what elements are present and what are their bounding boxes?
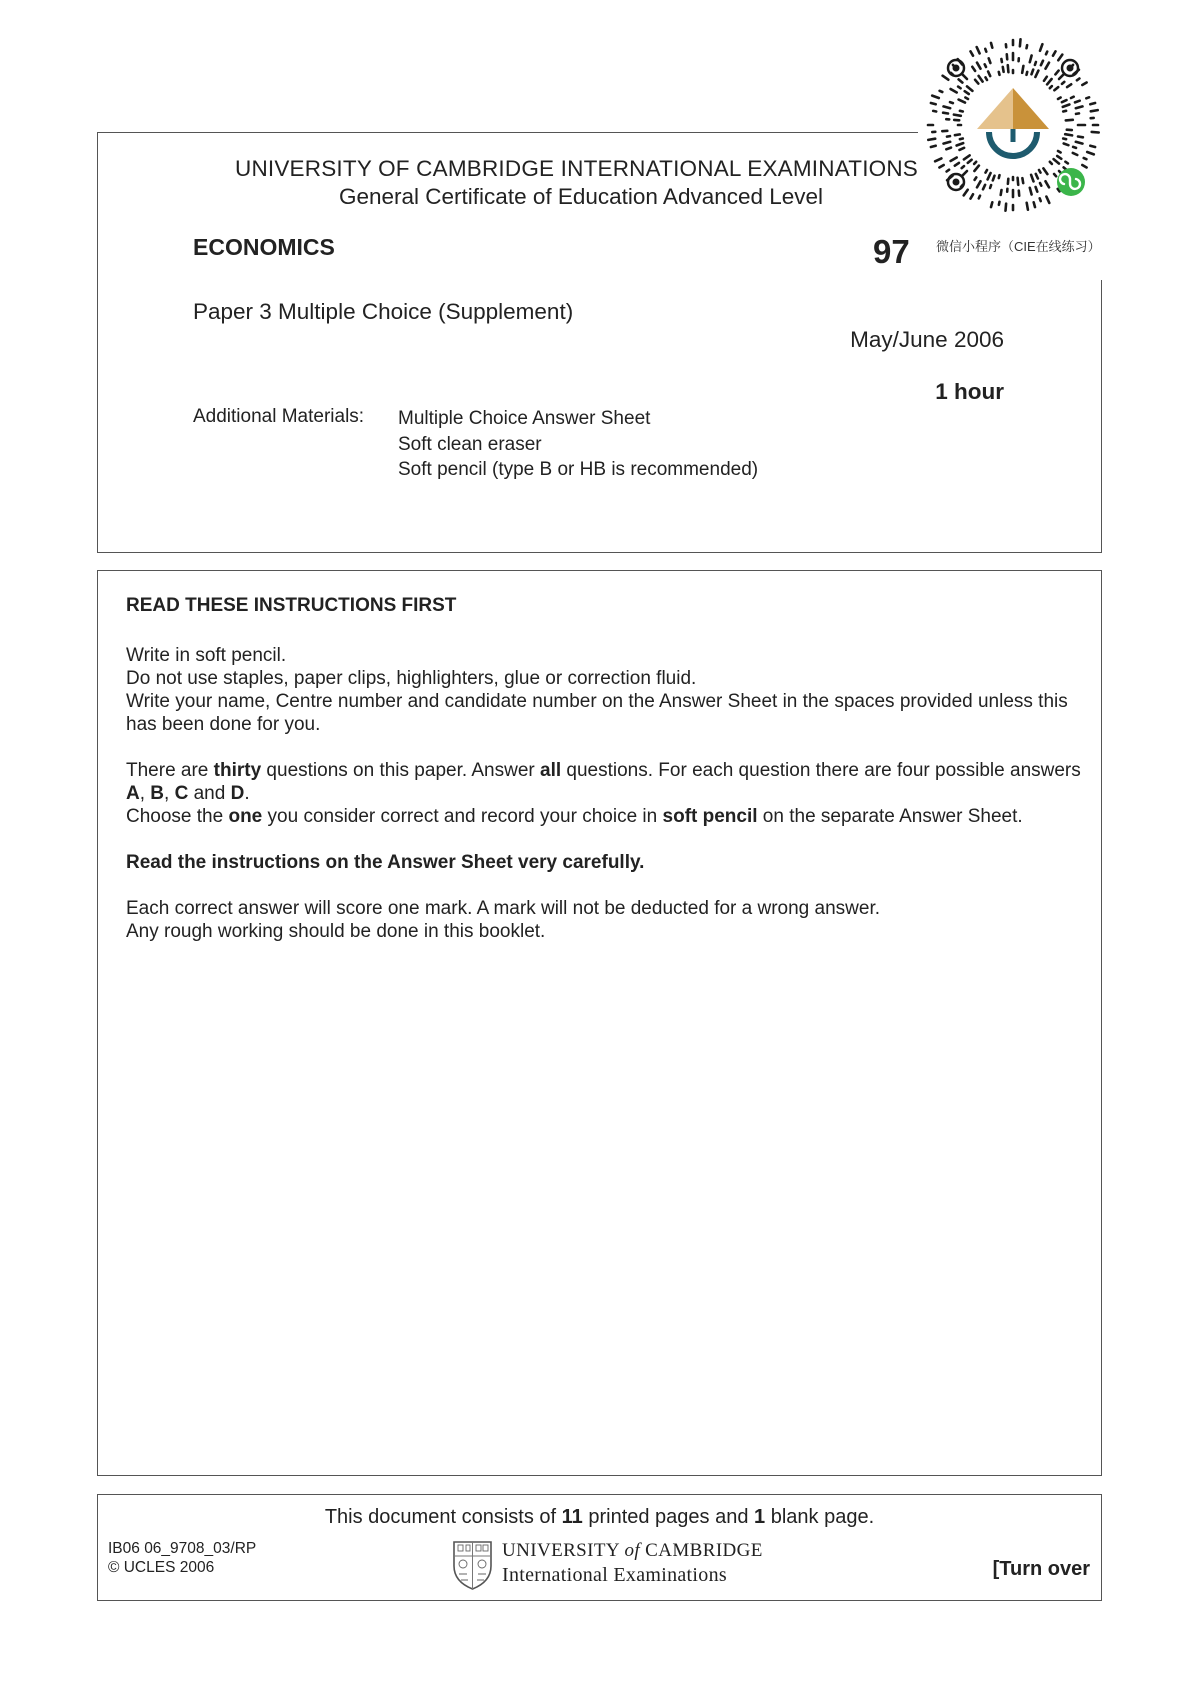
qr-dash <box>1030 56 1032 63</box>
qr-dash <box>977 181 981 187</box>
reference-code: IB06 06_9708_03/RP <box>108 1540 257 1557</box>
qr-dash <box>1073 147 1076 148</box>
qr-dash <box>1090 103 1095 104</box>
qr-dash <box>1001 59 1002 62</box>
qr-dash <box>1092 132 1099 133</box>
text: and <box>188 783 231 804</box>
qr-dash <box>993 176 995 181</box>
qr-dash <box>999 175 1000 178</box>
qr-dash <box>985 49 986 52</box>
qr-dash <box>1058 55 1062 61</box>
qr-dash <box>1040 183 1041 186</box>
qr-dash <box>1067 84 1071 87</box>
qr-dash <box>1053 51 1056 55</box>
text: . <box>244 783 250 804</box>
qr-code-panel[interactable] <box>918 30 1108 280</box>
text: on the separate Answer Sheet. <box>757 806 1023 827</box>
qr-dash <box>1054 87 1058 90</box>
text: of <box>624 1540 641 1561</box>
qr-dash <box>955 134 960 135</box>
qr-dash <box>1076 113 1079 114</box>
qr-dash <box>1071 97 1074 98</box>
qr-dash <box>972 67 975 71</box>
qr-dash <box>1047 79 1052 84</box>
instructions-paragraph-5 <box>126 897 1096 943</box>
instruction-line: Write your name, Centre number and candidate number on the Answer Sheet in the spaces provided unless this has been done for you. <box>126 691 1068 735</box>
qr-dash <box>964 190 968 196</box>
qr-dash <box>1082 83 1086 86</box>
text: questions. For each question there are four possible answers <box>561 760 1081 781</box>
qr-dash <box>1006 204 1007 211</box>
qr-dash <box>986 77 988 80</box>
qr-dash <box>1046 63 1050 69</box>
qr-dash <box>947 170 950 172</box>
additional-materials-label: Additional Materials: <box>193 406 365 427</box>
qr-dash <box>1040 198 1041 201</box>
qr-dash <box>1077 79 1080 81</box>
qr-dash <box>1057 156 1061 159</box>
mini-program-label: 微信小程序（CIE在线练习） <box>936 239 1101 254</box>
qr-dash <box>965 98 968 100</box>
qr-dash <box>962 74 967 79</box>
qr-dash <box>962 166 964 168</box>
qr-dash <box>959 79 963 82</box>
text: you consider correct and record your choice in <box>262 806 663 827</box>
qr-dash <box>1065 134 1072 135</box>
qr-dash <box>1036 187 1038 192</box>
qr-dash <box>1050 86 1052 88</box>
qr-dash <box>1063 139 1066 140</box>
qr-dash <box>971 194 974 198</box>
instructions-heading: READ THESE INSTRUCTIONS FIRST <box>126 595 457 616</box>
qr-dash <box>960 111 963 112</box>
qr-dash <box>967 86 972 91</box>
qr-dash <box>1059 74 1064 79</box>
qr-dash <box>1086 97 1089 98</box>
qr-dash <box>943 113 948 114</box>
qr-dash <box>991 43 992 48</box>
cambridge-crest-icon <box>452 1540 493 1590</box>
qr-dash <box>964 155 970 159</box>
qr-dash <box>960 148 965 150</box>
qr-dash <box>1035 71 1038 77</box>
text: Choose the <box>126 806 229 827</box>
qr-dash <box>974 166 979 171</box>
paper-title: Paper 3 Multiple Choice (Supplement) <box>193 299 574 324</box>
instruction-line: Any rough working should be done in this booklet. <box>126 921 546 942</box>
qr-dash <box>946 148 951 150</box>
option-letter: C <box>174 783 189 804</box>
qr-dash <box>943 76 949 80</box>
qr-dash <box>1063 105 1070 107</box>
emphasis: all <box>540 760 562 781</box>
qr-dash <box>979 76 983 82</box>
text: printed pages and <box>582 1506 755 1528</box>
qr-dash <box>1063 111 1066 112</box>
qr-dash <box>1066 120 1073 121</box>
instruction-line: Write in soft pencil. <box>126 645 287 666</box>
qr-dash <box>955 163 959 166</box>
qr-dash <box>989 58 991 63</box>
qr-dash <box>1090 146 1095 147</box>
qr-dash <box>1046 52 1047 55</box>
text: This document consists of <box>324 1506 562 1528</box>
emphasis: soft pencil <box>662 806 758 827</box>
instructions-paragraph-2 <box>126 759 1096 805</box>
qr-dash <box>1027 72 1028 75</box>
page-count-note <box>97 1506 1102 1529</box>
qr-dash <box>1018 178 1019 185</box>
qualification: General Certificate of Education Advanced Level <box>339 184 824 209</box>
qr-dash <box>988 173 991 179</box>
qr-dash <box>1035 62 1036 65</box>
qr-dash <box>1020 39 1021 46</box>
qr-dash <box>1084 158 1087 159</box>
qr-dash <box>1031 175 1033 182</box>
qr-dash <box>947 136 950 137</box>
qr-dash <box>939 165 943 168</box>
qr-code-icon[interactable] <box>918 30 1108 220</box>
qr-dash <box>1050 162 1052 164</box>
qr-dash <box>1008 65 1009 72</box>
qr-dash <box>1036 174 1038 179</box>
qr-dash <box>968 160 972 163</box>
qr-dash <box>1034 202 1035 207</box>
qr-dash <box>958 87 961 89</box>
qr-dash <box>935 158 941 161</box>
qr-dash <box>1087 152 1094 154</box>
text: , <box>164 783 175 804</box>
qr-dash <box>985 64 986 67</box>
text: CAMBRIDGE <box>640 1540 763 1561</box>
exam-board: UNIVERSITY OF CAMBRIDGE INTERNATIONAL EXAMINATIONS <box>235 156 919 181</box>
qr-dash <box>1032 70 1034 75</box>
document-reference <box>108 1539 256 1577</box>
instruction-line: Each correct answer will score one mark. A mark will not be deducted for a wrong answer. <box>126 898 881 919</box>
qr-dash <box>931 146 936 147</box>
qr-dash <box>988 72 990 77</box>
logo-university-name <box>502 1540 763 1562</box>
qr-dash <box>1027 45 1028 48</box>
qr-dash <box>933 111 936 112</box>
text: There are <box>126 760 214 781</box>
blank-page-count: 1 <box>754 1506 766 1528</box>
instructions-answer-sheet-note: Read the instructions on the Answer Sheet very carefully. <box>126 852 645 873</box>
instructions-paragraph-1 <box>126 644 1096 736</box>
syllabus-code: 97 <box>873 233 910 270</box>
qr-dash <box>1003 67 1004 72</box>
qr-dash <box>957 143 964 145</box>
qr-dash <box>928 139 935 140</box>
qr-dash <box>1041 61 1043 65</box>
qr-dash <box>951 89 957 93</box>
qr-dash <box>940 91 943 92</box>
qr-dash <box>1022 66 1023 73</box>
qr-dash <box>1044 77 1047 81</box>
text: questions on this paper. Answer <box>261 760 540 781</box>
qr-dash <box>1091 110 1098 111</box>
qr-dash <box>1054 159 1059 164</box>
qr-dash <box>1062 82 1064 84</box>
qr-dash <box>959 100 965 103</box>
exam-session: May/June 2006 <box>850 327 1004 352</box>
option-letter: D <box>230 783 245 804</box>
qr-dash <box>965 91 969 94</box>
subject-title: ECONOMICS <box>193 234 335 260</box>
qr-dash <box>960 139 963 140</box>
text: UNIVERSITY <box>502 1540 625 1561</box>
qr-dash <box>1030 188 1032 195</box>
qr-dash <box>1064 144 1069 146</box>
qr-dash <box>990 185 991 188</box>
qr-dash <box>962 171 967 176</box>
qr-dash <box>977 63 981 69</box>
qr-dash <box>1058 98 1061 100</box>
copyright-notice: © UCLES 2006 <box>108 1559 215 1576</box>
qr-dash <box>944 142 951 144</box>
qr-dash <box>1043 168 1047 174</box>
qr-dash <box>1040 44 1042 51</box>
qr-dash <box>1078 137 1083 138</box>
qr-dash <box>944 106 951 108</box>
qr-dash <box>1076 142 1083 144</box>
qr-dash <box>1001 190 1002 195</box>
material-item: Multiple Choice Answer Sheet <box>398 408 651 429</box>
qr-dash <box>974 162 976 164</box>
qr-dash <box>979 196 980 199</box>
qr-dash <box>977 47 980 53</box>
qr-dash <box>1076 106 1083 108</box>
qr-dash <box>975 80 978 84</box>
qr-dash <box>1073 153 1078 155</box>
qr-dash <box>1039 170 1041 173</box>
qr-dash <box>975 177 977 180</box>
emphasis: thirty <box>213 760 262 781</box>
text: , <box>139 783 151 804</box>
turn-over-label: [Turn over <box>992 1558 1090 1580</box>
qr-dash <box>951 158 957 162</box>
qr-dash <box>999 72 1000 75</box>
qr-dash <box>932 96 939 98</box>
qr-dash <box>1065 162 1068 164</box>
option-letter: A <box>126 783 140 804</box>
exam-duration: 1 hour <box>935 379 1004 404</box>
printed-page-count: 11 <box>561 1506 583 1528</box>
material-item: Soft pencil (type B or HB is recommended) <box>398 459 759 480</box>
material-item: Soft clean eraser <box>398 433 542 455</box>
qr-dash <box>931 103 936 104</box>
qr-dash <box>954 115 961 116</box>
text: blank page. <box>765 1506 875 1528</box>
qr-dash <box>1046 197 1049 203</box>
additional-materials-list <box>398 406 758 483</box>
qr-dash <box>1055 71 1058 75</box>
emphasis: one <box>228 806 263 827</box>
qr-dash <box>1062 100 1067 102</box>
qr-dash <box>986 170 988 173</box>
qr-dash <box>1054 174 1056 176</box>
qr-dash <box>1058 151 1061 153</box>
qr-dash <box>971 51 974 55</box>
instructions-paragraph-3 <box>126 805 1096 828</box>
qr-dash <box>983 185 985 190</box>
qr-dash <box>1075 101 1080 103</box>
qr-dash <box>999 202 1000 205</box>
qr-dash <box>1022 178 1023 183</box>
qr-dash <box>991 202 992 207</box>
option-letter: B <box>150 783 165 804</box>
qr-dash <box>950 102 953 103</box>
qr-dash <box>1046 181 1050 187</box>
logo-international-examinations: International Examinations <box>502 1564 727 1586</box>
instruction-line: Do not use staples, paper clips, highlighters, glue or correction fluid. <box>126 668 697 689</box>
qr-dash <box>1027 203 1028 210</box>
qr-dash <box>1082 165 1086 168</box>
